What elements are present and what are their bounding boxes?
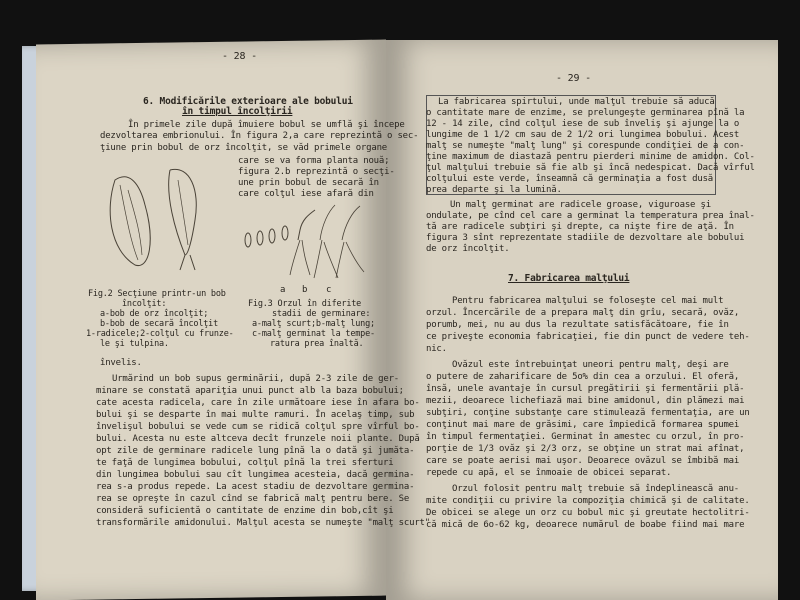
text-line: porţie de 1/3 ovăz şi 2/3 orz, se obţine un strat mai afînat, [426,444,745,454]
fig3-caption-line: c-malţ germinat la tempe- [252,329,375,339]
fig3-caption-line: stadii de germinare: [272,309,371,319]
text-line: transformările amidonului. Malţul acesta se numeşte "malţ scurt" [96,518,430,528]
text-line: orzul. Încercările de a prepara malţ din grîu, secară, ovăz, [426,308,740,318]
text-line: În primele zile după îmuiere bobul se umflă şi începe [128,120,405,130]
text-line: malţ se numeşte "malţ lung" şi corespunde condiţiei de a con- [426,141,745,151]
text-line: mite condiţii cu privire la compoziţia chimică şi de calitate. [426,496,750,506]
fig3-label-b: b [302,285,308,295]
fig3-label-c: c [326,285,332,295]
text-line: însă, unele avantaje în cursul pregătirii şi fermentării plă- [426,384,745,394]
page-number-right: - 29 - [556,73,591,84]
text-line: că mică de 6o-62 kg, deoarece numărul de boabe fiind mai mare [426,520,745,530]
text-line: opt zile de germinare radicele lung pînă la o dată şi jumăta- [96,446,415,456]
fig2-caption-line: a-bob de orz încolţit; [100,309,209,319]
fig2-caption-line: b-bob de secară încolţit [100,319,219,329]
fig3-label-a: a [280,285,286,295]
text-line: ondulate, pe cînd cel care a germinat la temperatura prea înal- [426,211,755,221]
text-line: ce priveşte economia fabricaţiei, fie din punct de vedere teh- [426,332,750,342]
section-subheading-left: în timpul încolţirii [182,106,293,117]
text-line: prea departe şi la lumină. [426,185,562,195]
text-line: Ovăzul este întrebuinţat uneori pentru malţ, deşi are [452,360,729,370]
text-line: rea se opreşte în cazul cînd se fabrică malţ pentru bere. Se [96,494,410,504]
fig3-caption-line: Fig.3 Orzul în diferite [248,299,362,309]
text-line: tă are radicele subţiri şi drepte, ca nişte fire de aţă. În [426,222,734,232]
text-line: Un malţ germinat are radicele groase, viguroase şi [450,200,711,210]
text-line: figura 2.b reprezintă o secţi- [238,167,395,177]
fig3-caption-line: ratura prea înaltă. [270,339,364,349]
text-line: Orzul folosit pentru malţ trebuie să îndeplinească anu- [452,484,740,494]
fig2-caption-line: încolţit: [122,299,167,309]
text-line: La fabricarea spirtului, unde malţul trebuie să aducă [438,97,715,107]
text-line: te faţă de lungimea bobului, colţul pînă la trei sferturi [96,458,394,468]
section-heading-left: 6. Modificările exterioare ale bobului [143,96,353,107]
text-line: dezvoltarea embrionului. În figura 2,a care reprezintă o sec- [100,131,419,141]
text-line: 12 - 14 zile, cînd colţul iese de sub înveliş şi ajunge la o [426,119,740,129]
text-line: porumb, mei, nu au dus la rezultate satisfăcătoare, fie în [426,320,729,330]
text-line: ţiune prin bobul de orz încolţit, se văd primele organe [100,143,388,153]
text-line: Pentru fabricarea malţului se foloseşte cel mai mult [452,296,724,306]
text-line: Urmărind un bob supus germinării, după 2-3 zile de ger- [112,374,400,384]
page-number-left: - 28 - [222,51,257,62]
text-line: rea s-a produs repede. La acest stadiu de dezvoltare germina- [96,482,415,492]
text-line: de orz încolţit. [426,244,510,254]
text-line: bului. Acesta nu este altceva decît frunzele noii plante. După [96,434,420,444]
text-line: o cantitate mare de enzime, se prelungeşte germinarea pînă la [426,108,745,118]
text-line: care se poate aerisi mai uşor. Deoarece ovăzul se îmbibă mai [426,456,740,466]
text-line: ţine maximum de diastază pentru pierderi minime de amidon. Col- [426,152,755,162]
text-line: subţiri, conţine substanţe care stimulează fermentaţia, are un [426,408,750,418]
text-line: De obicei se alege un orz cu bobul mic şi greutate hectolitri- [426,508,750,518]
text-line: nic. [426,344,447,354]
fig3-caption-line: a-malţ scurt;b-malţ lung; [252,319,375,329]
fig2-caption-line: le şi tulpina. [100,339,169,349]
text-line: învelişul bobului se vede cum se ridică colţul spre vîrful bo- [96,422,420,432]
text-line: conţinut mai mare de grăsimi, care împiedică formarea spumei [426,420,740,430]
figure-3-drawing [240,200,370,285]
text-line: care se va forma planta nouă; [238,156,390,166]
fig2-caption-line: Fig.2 Secţiune printr-un bob [88,289,226,299]
text-line: o putere de zaharificare de 5o% din cea a orzului. El oferă, [426,372,740,382]
text-line: repede cu apă, el se înmoaie de obicei separat. [426,468,672,478]
text-line: în timpul fermentaţiei. Germinat în amestec cu orzul, în pro- [426,432,745,442]
fig2-caption-line: 1-radicele;2-colţul cu frunze- [86,329,234,339]
text-line: figura 3 sînt reprezentate stadiile de dezvoltare ale bobului [426,233,745,243]
text-line: care colţul iese afară din [238,189,374,199]
text-line: minare se constată apariţia unui punct alb la baza bobului; [96,386,404,396]
section-heading-right: 7. Fabricarea malţului [508,273,630,284]
text-line: mezii, deoarece lichefiază mai bine amidonul, din plămezi mai [426,396,745,406]
figure-2-drawing [100,160,240,280]
text-line: consideră suficientă o cantitate de enzime din bob,cît şi [96,506,394,516]
text-line: din lungimea bobului sau cît lungimea acesteia, dacă germina- [96,470,415,480]
text-line: ţul malţului trebuie să fie alb şi încă nedespicat. Dacă vîrful [426,163,755,173]
text-line: une prin bobul de secară în [238,178,379,188]
text-line: învelis. [100,358,142,368]
text-line: bului şi se desparte în mai multe ramuri. În acelaş timp, sub [96,410,415,420]
text-line: colţului este verde, înseamnă că germinaţia a fost dusă [426,174,714,184]
text-line: lungime de 1 1/2 cm sau de 2 1/2 ori lungimea bobului. Acest [426,130,740,140]
text-line: cate acesta radicela, care în zile următoare iese în afara bo- [96,398,420,408]
